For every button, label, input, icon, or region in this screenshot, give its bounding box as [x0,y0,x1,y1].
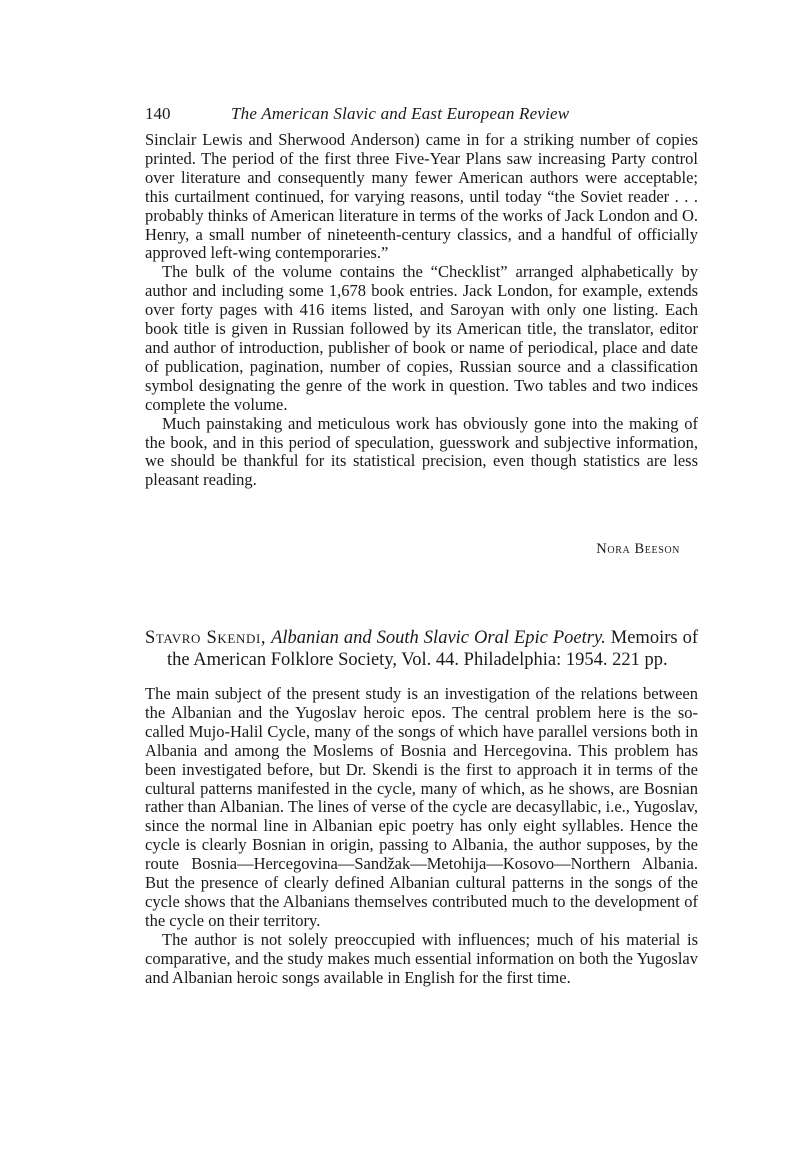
reviewer-signature: Nora Beeson [596,541,680,557]
citation-details: Memoirs of the American Folklore Society, Vol. 44. Philadelphia: 1954. 221 pp. [167,628,698,670]
page-number: 140 [145,104,171,123]
review-body-skendi [145,685,698,988]
paragraph: Much painstaking and meticulous work has obviously gone into the making of the book, and in this period of speculation, guesswork and subjective information, we should be thankful for its statistical precision, even though statistics are less pleasant reading. [145,413,698,490]
citation-title: Albanian and South Slavic Oral Epic Poetry. [271,628,606,648]
running-head [145,104,698,124]
paragraph: Sinclair Lewis and Sherwood Anderson) came in for a striking number of copies printed. The period of the first three Five-Year Plans saw increasing Party control over literature and consequently many fewer American authors were acceptable; this curtailment continued, for varying reasons, until today “the Soviet reader . . . probably thinks of American literature in terms of the works of Jack London and O. Henry, a small number of nineteenth-century classics, and a handful of officially approved left-wing contemporaries.” [145,130,698,263]
review-body-beeson [145,131,698,490]
paragraph: The author is not solely preoccupied with influences; much of his material is comparative, and the study makes much essential information on both the Yugoslav and Albanian heroic songs available in English for the first time. [145,929,698,987]
paragraph: The main subject of the present study is an investigation of the relations between the Albanian and the Yugoslav heroic epos. The central problem here is the so-called Mujo-Halil Cycle, many of the songs of which have parallel versions both in Albania and among the Moslems of Bosnia and Hercegovina. This problem has been investigated before, but Dr. Skendi is the first to approach it in terms of the cultural patterns manifested in the cycle, many of which, as he shows, are Bosnian rather than Albanian. The lines of verse of the cycle are decasyllabic, i.e., Yugoslav, since the normal line in Albanian epic poetry has only eight syllables. Hence the cycle is clearly Bosnian in origin, passing to Albania, the author supposes, by the route Bosnia—Hercegovina—Sandžak—Metohija—Kosovo—Northern Albania. But the presence of clearly defined Albanian cultural patterns in the songs of the cycle shows that the Albanians themselves contributed much to the development of the cycle on their territory. [145,684,698,930]
paragraph: The bulk of the volume contains the “Checklist” arranged alphabetically by author and including some 1,678 book entries. Jack London, for example, extends over forty pages with 416 items listed, and Saroyan with only one listing. Each book title is given in Russian followed by its American title, the translator, editor and author of introduction, publisher of book or name of periodical, place and date of publication, pagination, number of copies, Russian source and a classification symbol designating the genre of the work in question. Two tables and two indices complete the volume. [145,262,698,414]
citation-author: Stavro Skendi, [145,628,267,648]
journal-title: The American Slavic and East European Review [231,104,570,123]
book-citation [145,628,698,671]
